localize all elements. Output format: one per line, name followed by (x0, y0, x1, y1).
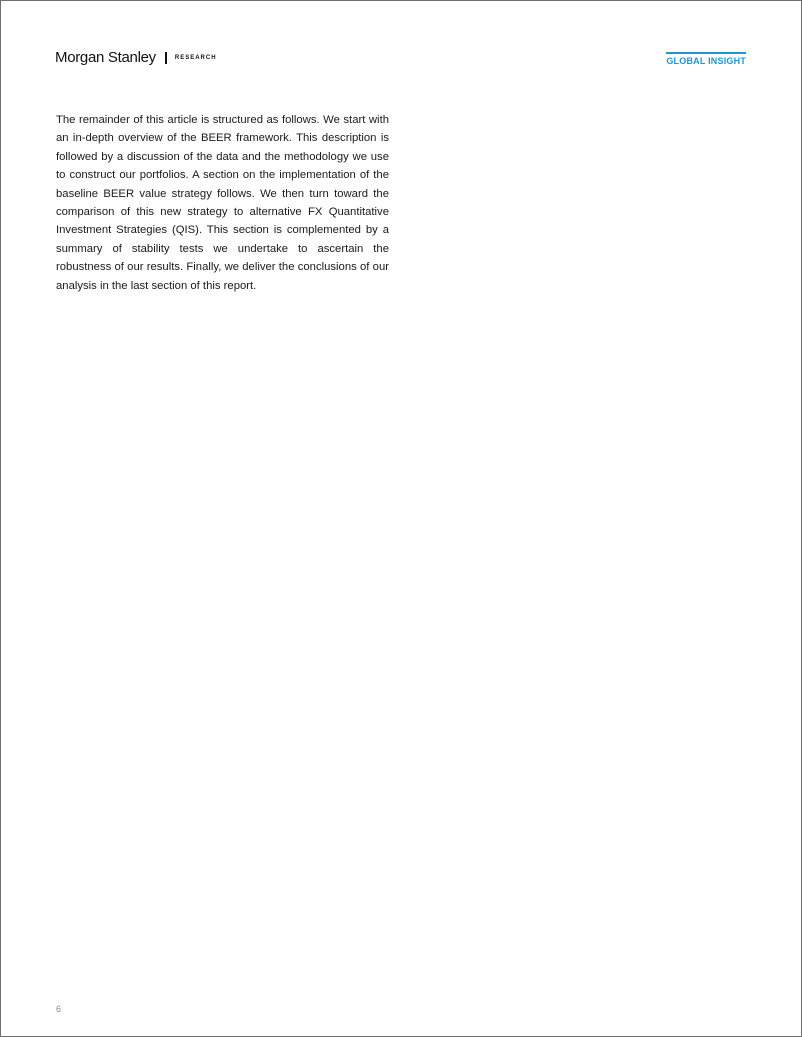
series-label: GLOBAL INSIGHT (666, 52, 746, 66)
body-paragraph: The remainder of this article is structured as follows. We start with an in-depth overview of the BEER framework. This description is followed by a discussion of the data and the methodology we use to construct our portfolios. A section on the implementation of the baseline BEER value strategy follows. We then turn toward the comparison of this new strategy to alternative FX Quantitative Investment Strategies (QIS). This section is complemented by a summary of stability tests we undertake to ascertain the robustness of our results. Finally, we deliver the conclusions of our analysis in the last section of this report. (56, 114, 389, 292)
research-label: RESEARCH (174, 54, 217, 61)
brand-logo-text: Morgan Stanley (55, 49, 156, 66)
brand-header (55, 49, 217, 66)
brand-divider (165, 52, 167, 64)
page-number: 6 (56, 1004, 62, 1014)
